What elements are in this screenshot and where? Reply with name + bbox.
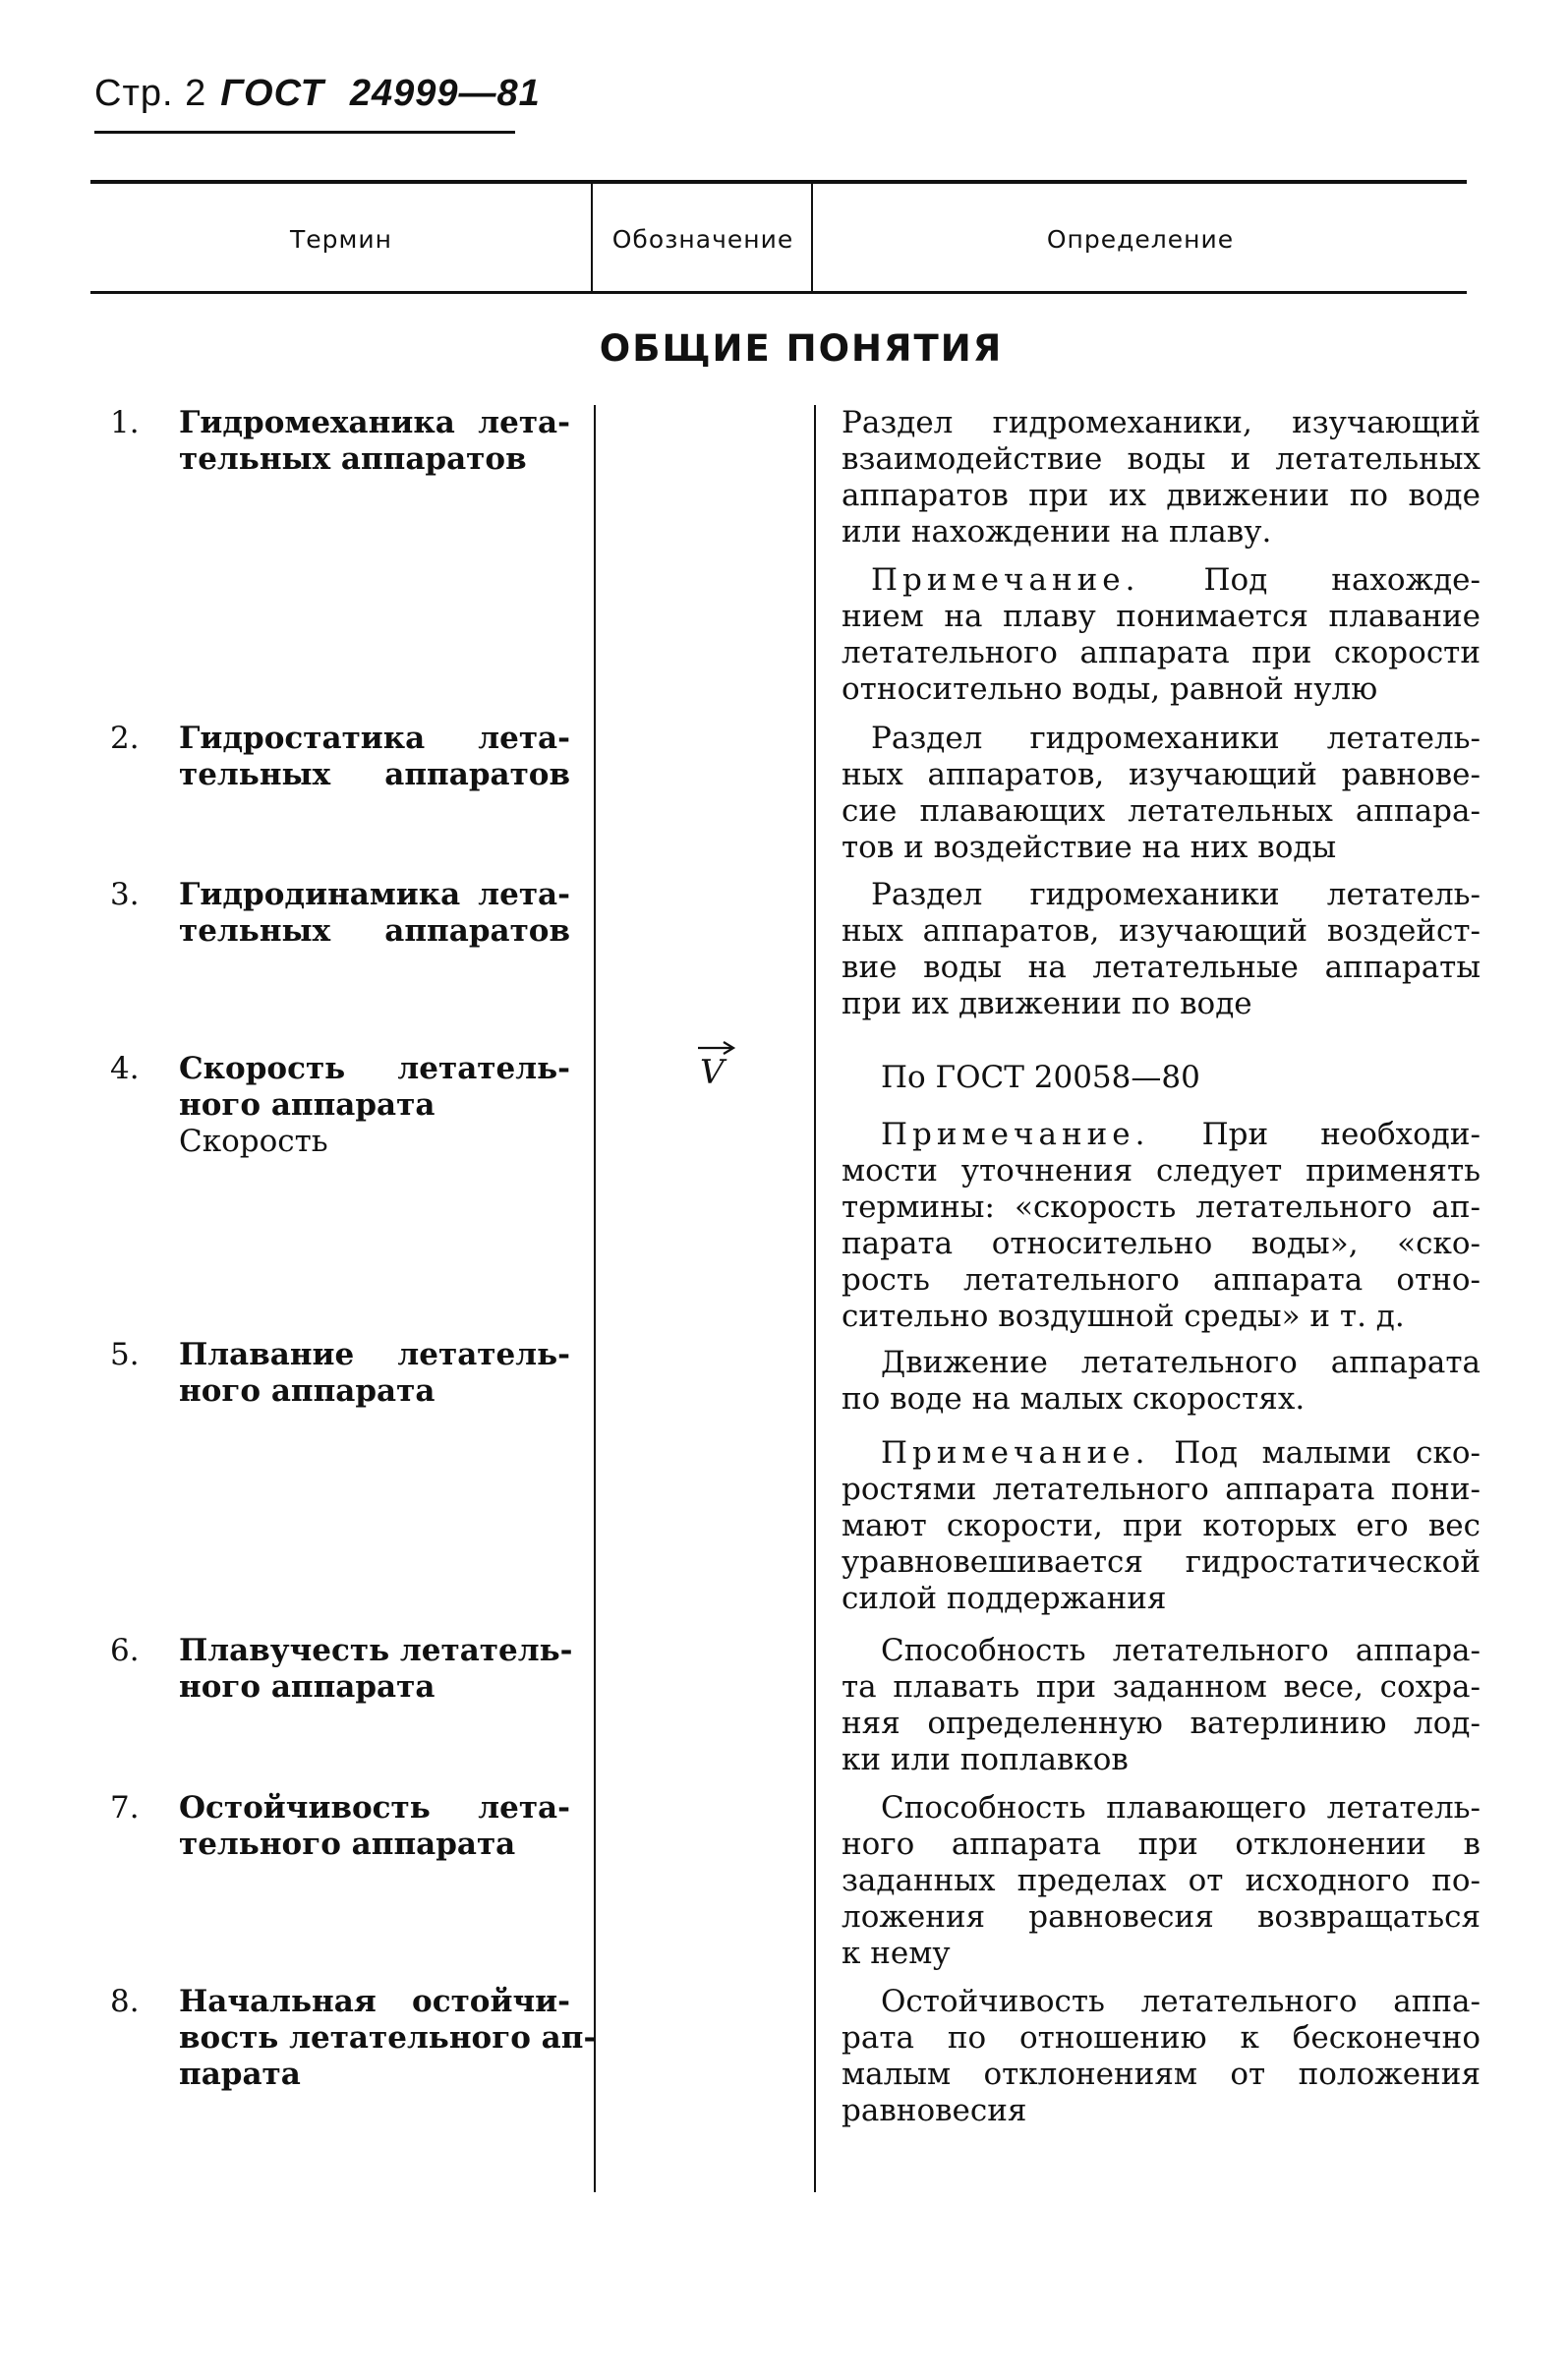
definition-line: сительно воздушной среды» и т. д. [842,1299,1405,1334]
definition-line: летательного аппарата при скорости [842,635,1481,670]
table-header-bottom-rule [90,291,1467,294]
definition-line: Раздел гидромеханики летатель- [871,721,1481,756]
definition-line [842,562,1481,599]
term-line: Гидромеханика лета- [179,405,570,440]
section-title: ОБЩИЕ ПОНЯТИЯ [599,327,1004,370]
term-number: 5. [110,1337,140,1372]
note-text: Под нахожде- [1203,562,1481,598]
term-number: 3. [110,877,140,912]
header-underline [94,131,515,134]
note-4 [842,1117,1481,1335]
term-line: тельных аппаратов [179,757,570,792]
definition-8 [842,1984,1481,2129]
definition-4 [842,1060,1481,1096]
term-line: ного аппарата [179,1373,436,1409]
definition-line: нием на плаву понимается плавание [842,599,1481,634]
definition-line: вие воды на летательные аппараты [842,950,1481,985]
term-line: Гидродинамика лета- [179,877,570,912]
note-text: Под малыми ско- [1174,1435,1481,1471]
header-column-divider-1 [591,183,593,291]
term-1 [110,405,570,478]
definition-line: Способность летательного аппара- [881,1633,1481,1668]
note-1 [842,562,1481,708]
definition-line: ного аппарата при отклонении в [842,1827,1481,1862]
definition-line: парата относительно воды», «ско- [842,1226,1481,1261]
page-number-label: Стр. 2 [94,73,207,114]
definition-2 [842,721,1481,866]
definition-line: Движение летательного аппарата [881,1345,1481,1380]
velocity-symbol-letter: V [700,1053,725,1092]
term-7 [110,1790,570,1863]
definition-line: Раздел гидромеханики, изучающий [842,405,1481,440]
definition-line: Остойчивость летательного аппа- [881,1984,1481,2019]
standard-label: ГОСТ [220,73,324,114]
definition-line: ных аппаратов, изучающий равнове- [842,757,1481,792]
definition-line: мости уточнения следует применять [842,1153,1481,1189]
term-number: 7. [110,1790,140,1826]
term-line: ного аппарата [179,1669,436,1705]
term-number: 1. [110,405,140,440]
page-header [94,71,541,115]
term-line: Гидростатика лета- [179,721,570,756]
standard-number: 24999—81 [349,73,541,114]
definition-3 [842,877,1481,1022]
body-column-divider-2 [814,405,816,2192]
definition-line: заданных пределах от исходного по- [842,1863,1481,1898]
definition-line: взаимодействие воды и летательных [842,441,1481,477]
definition-line: рата по отношению к бесконечно [842,2020,1481,2056]
body-column-divider-1 [594,405,596,2192]
definition-5 [842,1345,1481,1418]
term-line: тельных аппаратов [179,913,570,949]
term-2 [110,721,570,793]
term-line: ного аппарата [179,1087,436,1123]
definition-line: равновесия [842,2093,1027,2128]
definition-line: по воде на малых скоростях. [842,1381,1306,1417]
definition-line: Способность плавающего летатель- [881,1790,1481,1826]
definition-line: ных аппаратов, изучающий воздейст- [842,913,1481,949]
definition-line: или нахождении на плаву. [842,514,1272,550]
definition-line: По ГОСТ 20058—80 [881,1060,1200,1095]
definition-line: сие плавающих летательных аппара- [842,793,1481,829]
definition-line: ложения равновесия возвращаться [842,1899,1481,1935]
definition-line: термины: «скорость летательного ап- [842,1190,1481,1225]
term-number: 8. [110,1984,140,2019]
definition-line: та плавать при заданном весе, сохра- [842,1669,1481,1705]
definition-7 [842,1790,1481,1972]
definition-line: ки или поплавков [842,1742,1129,1777]
column-header-term: Термин [290,225,392,254]
note-label: Примечание. [881,1117,1150,1152]
term-number: 2. [110,721,140,756]
definition-line: няя определенную ватерлинию лод- [842,1706,1481,1741]
definition-line: Раздел гидромеханики летатель- [871,877,1481,912]
definition-line: малым отклонениям от положения [842,2057,1481,2092]
term-5 [110,1337,570,1410]
term-line: Скорость летатель- [179,1051,570,1086]
velocity-vector-symbol [688,1037,747,1096]
term-line: тельных аппаратов [179,441,527,477]
term-line: Скорость [179,1124,328,1159]
term-3 [110,877,570,950]
term-line: Остойчивость лета- [179,1790,570,1826]
note-label: Примечание. [871,562,1140,598]
term-8 [110,1984,597,2093]
table-top-rule [90,180,1467,184]
definition-line [842,1435,1481,1472]
definition-line: тов и воздействие на них воды [842,830,1337,865]
definition-1 [842,405,1481,551]
term-line: парата [179,2057,301,2092]
definition-line: уравновешивается гидростатической [842,1544,1481,1580]
definition-6 [842,1633,1481,1778]
definition-line: относительно воды, равной нулю [842,671,1378,707]
definition-line: при их движении по воде [842,986,1252,1021]
definition-line: к нему [842,1936,951,1971]
column-header-definition: Определение [1046,225,1235,254]
term-line: Начальная остойчи- [179,1984,570,2019]
note-5 [842,1435,1481,1617]
column-header-designation: Обозначение [611,225,794,254]
definition-line [842,1117,1481,1153]
term-number: 6. [110,1633,140,1668]
definition-line: силой поддержания [842,1581,1167,1616]
definition-line: мают скорости, при которых его вес [842,1508,1481,1543]
definition-line: аппаратов при их движении по воде [842,478,1481,513]
term-number: 4. [110,1051,140,1086]
note-label: Примечание. [881,1435,1150,1471]
term-line: Плавание летатель- [179,1337,570,1372]
definition-line: ростями летательного аппарата пони- [842,1472,1481,1507]
definition-line: рость летательного аппарата отно- [842,1262,1481,1298]
term-line: вость летательного ап- [179,2020,597,2056]
term-4 [110,1051,570,1160]
term-line: Плавучесть летатель- [179,1633,573,1668]
note-text: При необходи- [1201,1117,1481,1152]
term-line: тельного аппарата [179,1827,516,1862]
term-6 [110,1633,573,1706]
header-column-divider-2 [811,183,813,291]
